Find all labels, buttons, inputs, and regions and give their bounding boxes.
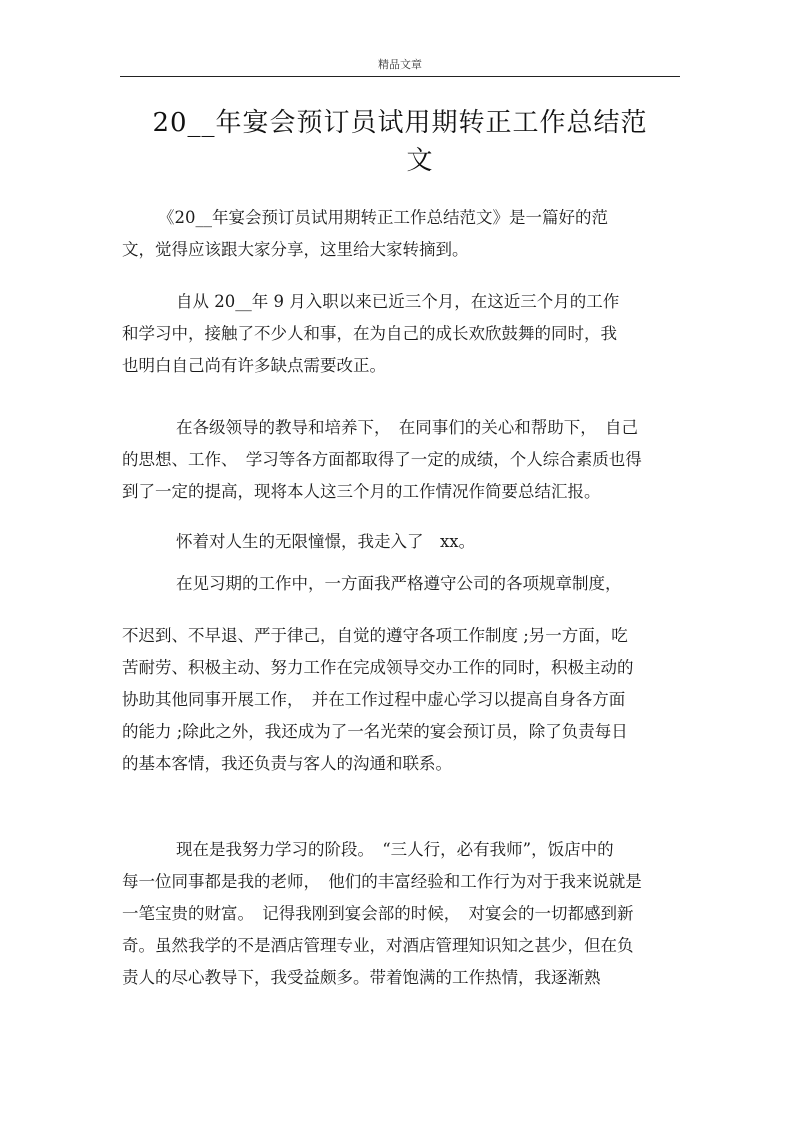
text-line: 的思想、工作、 学习等各方面都取得了一定的成绩，个人综合素质也得: [122, 450, 642, 469]
text-line: 怀着对人生的无限憧憬，我走入了 xx。: [176, 532, 476, 551]
header-divider: [120, 76, 680, 77]
text-line: 到了一定的提高，现将本人这三个月的工作情况作简要总结汇报。: [122, 482, 601, 501]
text-line: 现在是我努力学习的阶段。 “三人行，必有我师”，饭店中的: [176, 840, 614, 859]
text-line: 的能力 ;除此之外，我还成为了一名光荣的宴会预订员，除了负责每日: [122, 722, 628, 741]
text-line: 《20__年宴会预订员试用期转正工作总结范文》是一篇好的范: [158, 208, 608, 227]
text-line: 不迟到、不早退、严于律己，自觉的遵守各项工作制度 ;另一方面，吃: [122, 626, 628, 645]
text-line: 的基本客情，我还负责与客人的沟通和联系。: [122, 754, 452, 773]
text-line: 和学习中，接触了不少人和事，在为自己的成长欢欣鼓舞的同时，我: [122, 324, 617, 343]
text-line: 一笔宝贵的财富。 记得我刚到宴会部的时候， 对宴会的一切都感到新: [122, 904, 634, 923]
title-line-2: 文: [406, 146, 434, 176]
text-line: 每一位同事都是我的老师， 他们的丰富经验和工作行为对于我来说就是: [122, 872, 642, 891]
text-line: 奇。虽然我学的不是酒店管理专业，对酒店管理知识知之甚少，但在负: [122, 936, 634, 955]
text-line: 责人的尽心教导下，我受益颇多。带着饱满的工作热情，我逐渐熟: [122, 968, 601, 987]
text-line: 协助其他同事开展工作， 并在工作过程中虚心学习以提高自身各方面: [122, 690, 626, 709]
header-label: 精品文章: [378, 58, 422, 71]
text-line: 在见习期的工作中，一方面我严格遵守公司的各项规章制度，: [176, 574, 622, 593]
intro-paragraph: [122, 202, 678, 266]
body-paragraph-5: [122, 620, 678, 780]
body-paragraph-1: [122, 286, 678, 382]
body-paragraph-4: [122, 568, 678, 600]
text-line: 也明白自己尚有许多缺点需要改正。: [122, 356, 386, 375]
text-line: 在各级领导的教导和培养下， 在同事们的关心和帮助下， 自己: [176, 418, 638, 437]
document-title: [120, 104, 680, 180]
body-paragraph-2: [122, 412, 678, 508]
text-line: 自从 20__年 9 月入职以来已近三个月，在这近三个月的工作: [176, 292, 620, 311]
text-line: 文，觉得应该跟大家分享，这里给大家转摘到。: [122, 240, 469, 259]
title-line-1: 20__年宴会预订员试用期转正工作总结范: [152, 108, 648, 138]
text-line: 苦耐劳、积极主动、努力工作在完成领导交办工作的同时，积极主动的: [122, 658, 634, 677]
body-paragraph-6: [122, 834, 678, 994]
body-paragraph-3: [122, 526, 678, 558]
